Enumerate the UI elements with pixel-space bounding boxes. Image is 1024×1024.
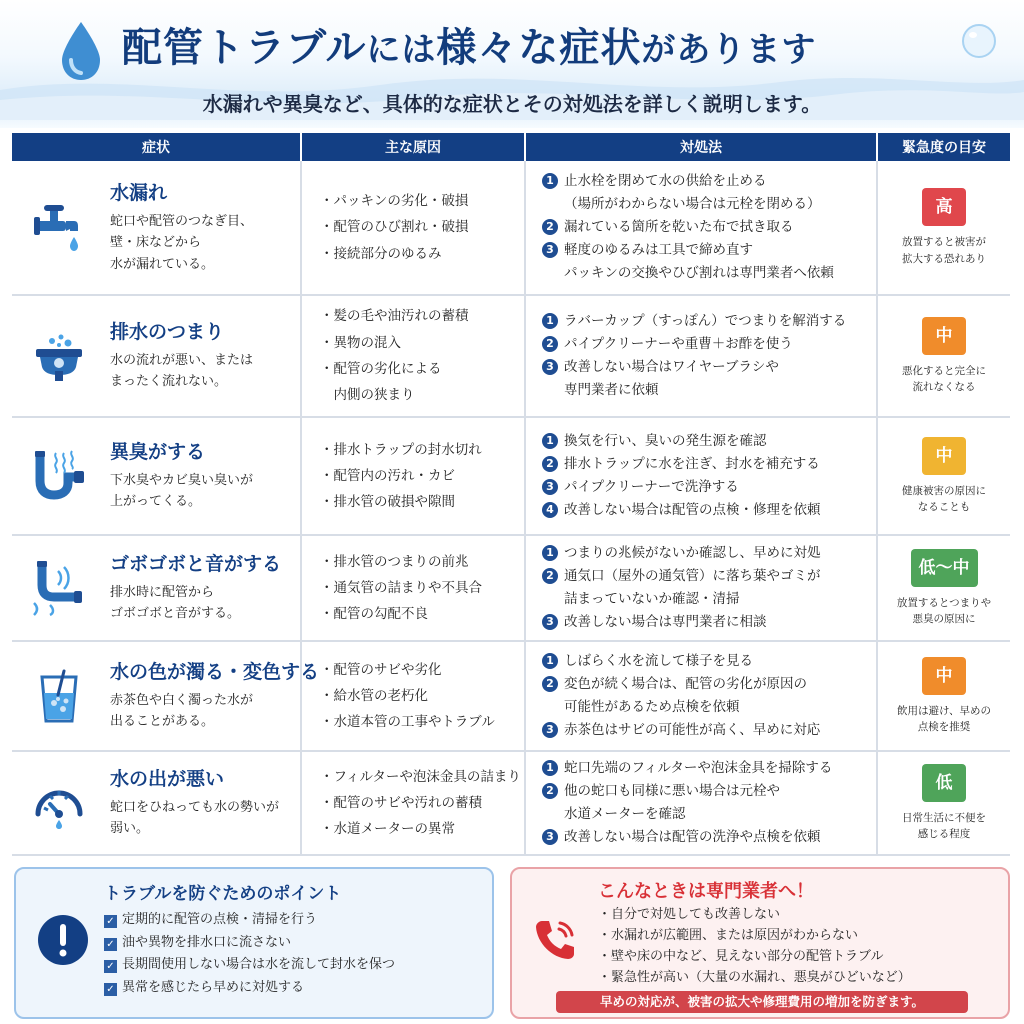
solution-line: つまりの兆候がないか確認し、早めに対処 bbox=[564, 545, 821, 562]
urgency-badge: 低～中 bbox=[911, 549, 978, 587]
cause-item: ・髪の毛や油汚れの蓄積 bbox=[320, 308, 469, 325]
urgency-badge: 低 bbox=[922, 764, 966, 802]
urgency-note-line: 点検を推奨 bbox=[917, 721, 971, 733]
urgency-note bbox=[878, 703, 1010, 736]
solution-line: 軽度のゆるみは工具で締め直す bbox=[564, 241, 753, 258]
step-number-badge: 1 bbox=[542, 545, 558, 561]
cause-item: ・接続部分のゆるみ bbox=[320, 245, 442, 262]
symptom-name: 異臭がする bbox=[110, 441, 206, 464]
solution-cell bbox=[525, 161, 877, 295]
symptom-description-line: 上がってくる。 bbox=[110, 494, 202, 510]
step-number-badge: 2 bbox=[542, 568, 558, 584]
urgency-note-line: 放置すると被害が bbox=[902, 236, 986, 249]
urgency-note bbox=[878, 810, 1010, 843]
check-icon: ✓ bbox=[104, 938, 117, 951]
urgency-note-line: なることも bbox=[917, 501, 971, 513]
solution-line: 水道メーターを確認 bbox=[564, 806, 686, 822]
cause-item: ・水道メーターの異常 bbox=[320, 821, 455, 838]
solution-step bbox=[542, 650, 872, 673]
odor-pipe-icon bbox=[30, 447, 88, 505]
solution-cell bbox=[525, 535, 877, 641]
urgency-badge: 中 bbox=[922, 437, 966, 475]
solution-step bbox=[542, 611, 872, 634]
solution-step bbox=[542, 430, 872, 453]
col-header-urgency: 緊急度の目安 bbox=[877, 133, 1010, 161]
pressure-gauge-icon bbox=[30, 774, 88, 832]
urgency-note bbox=[878, 234, 1010, 267]
solution-line: 改善しない場合は配管の点検・修理を依頼 bbox=[564, 501, 821, 518]
urgency-note-line: 流れなくなる bbox=[912, 381, 976, 393]
symptom-description-line: 赤茶色や白く濁った水が bbox=[110, 692, 254, 708]
step-number-badge: 2 bbox=[542, 456, 558, 472]
symptom-description-line: 出ることがある。 bbox=[110, 714, 215, 730]
urgency-note-line: 感じる程度 bbox=[917, 828, 971, 840]
check-icon: ✓ bbox=[104, 915, 117, 928]
symptom-description-line: 水が漏れている。 bbox=[110, 256, 215, 272]
step-number-badge: 2 bbox=[542, 219, 558, 235]
cause-cell bbox=[301, 295, 525, 417]
step-number-badge: 1 bbox=[542, 433, 558, 449]
cause-item: ・配管のサビや劣化 bbox=[320, 661, 442, 678]
exclamation-icon bbox=[36, 913, 90, 967]
step-number-badge: 1 bbox=[542, 760, 558, 776]
professional-item: ・水漏れが広範囲、または原因がわからない bbox=[598, 928, 859, 943]
faucet-icon bbox=[30, 199, 88, 257]
cause-item: ・配管の劣化による bbox=[320, 361, 442, 377]
step-number-badge: 3 bbox=[542, 829, 558, 845]
cause-item: ・異物の混入 bbox=[320, 334, 401, 351]
bubble-icon bbox=[960, 22, 998, 60]
symptom-cell bbox=[12, 295, 301, 417]
cause-item: ・フィルターや泡沫金具の詰まり bbox=[320, 768, 521, 785]
symptom-cell bbox=[12, 751, 301, 855]
step-number-badge: 1 bbox=[542, 173, 558, 189]
cause-item: ・通気管の詰まりや不具合 bbox=[320, 579, 482, 596]
cause-item: ・給水管の老朽化 bbox=[320, 687, 428, 704]
page-title: 配管トラブルには様々な症状があります bbox=[122, 25, 817, 71]
urgency-note-line: 放置するとつまりや bbox=[896, 596, 992, 609]
solution-step bbox=[542, 216, 872, 239]
symptom-name: 水の色が濁る・変色する bbox=[110, 661, 320, 684]
solution-step bbox=[542, 310, 872, 333]
urgency-note-line: 拡大する恐れあり bbox=[902, 252, 986, 265]
urgency-badge: 高 bbox=[922, 188, 966, 226]
solution-cell bbox=[525, 417, 877, 535]
cause-cell bbox=[301, 161, 525, 295]
solution-step bbox=[542, 719, 872, 742]
drain-clog-icon bbox=[30, 327, 88, 385]
professional-item: ・自分で対処しても改善しない bbox=[598, 907, 781, 922]
solution-line: 改善しない場合は配管の洗浄や点検を依頼 bbox=[564, 828, 821, 845]
symptom-table bbox=[12, 133, 1010, 856]
urgency-cell bbox=[877, 161, 1010, 295]
professional-banner: 早めの対応が、被害の拡大や修理費用の増加を防ぎます。 bbox=[556, 991, 968, 1013]
prevention-box bbox=[14, 867, 494, 1019]
solution-line: 改善しない場合はワイヤーブラシや bbox=[564, 359, 779, 375]
step-number-badge: 1 bbox=[542, 653, 558, 669]
symptom-name: 水の出が悪い bbox=[110, 768, 225, 791]
solution-line: しばらく水を流して様子を見る bbox=[564, 653, 753, 670]
step-number-badge: 2 bbox=[542, 336, 558, 352]
symptom-cell bbox=[12, 417, 301, 535]
cause-item: ・排水管の破損や隙間 bbox=[320, 494, 455, 511]
urgency-note bbox=[878, 363, 1010, 396]
col-header-cause: 主な原因 bbox=[301, 133, 525, 161]
phone-icon bbox=[528, 913, 582, 967]
solution-cell bbox=[525, 751, 877, 855]
header bbox=[0, 0, 1024, 128]
urgency-note-line: 健康被害の原因に bbox=[902, 484, 986, 497]
step-number-badge: 2 bbox=[542, 676, 558, 692]
step-number-badge: 3 bbox=[542, 242, 558, 258]
cause-item: ・配管の勾配不良 bbox=[320, 606, 428, 623]
solution-step bbox=[542, 333, 872, 356]
symptom-cell bbox=[12, 161, 301, 295]
symptom-name: 水漏れ bbox=[110, 182, 168, 205]
symptom-description bbox=[110, 211, 294, 275]
symptom-description-line: まったく流れない。 bbox=[110, 374, 228, 390]
professional-title: こんなときは専門業者へ！ bbox=[598, 881, 814, 902]
step-number-badge: 3 bbox=[542, 614, 558, 630]
step-number-badge: 3 bbox=[542, 722, 558, 738]
prevention-list bbox=[104, 909, 395, 999]
solution-step bbox=[542, 356, 872, 402]
cause-item: 内側の狭まり bbox=[320, 387, 415, 404]
solution-step bbox=[542, 780, 872, 826]
symptom-description bbox=[110, 690, 294, 733]
check-icon: ✓ bbox=[104, 983, 117, 996]
solution-line: パイプクリーナーや重曹＋お酢を使う bbox=[564, 336, 793, 353]
symptom-description-line: 水の流れが悪い、または bbox=[110, 352, 254, 368]
professional-box bbox=[510, 867, 1010, 1019]
solution-line: （場所がわからない場合は元栓を閉める） bbox=[564, 196, 821, 213]
solution-step bbox=[542, 453, 872, 476]
professional-item: ・緊急性が高い（大量の水漏れ、悪臭がひどいなど） bbox=[598, 970, 911, 985]
symptom-description bbox=[110, 470, 294, 513]
step-number-badge: 1 bbox=[542, 313, 558, 329]
solution-cell bbox=[525, 295, 877, 417]
step-number-badge: 4 bbox=[542, 502, 558, 518]
page-subtitle: 水漏れや異臭など、具体的な症状とその対処法を詳しく説明します。 bbox=[202, 92, 822, 116]
solution-line: 排水トラップに水を注ぎ、封水を補充する bbox=[564, 456, 820, 473]
symptom-description-line: ゴボゴボと音がする。 bbox=[110, 606, 241, 622]
symptom-description bbox=[110, 582, 294, 625]
step-number-badge: 2 bbox=[542, 783, 558, 799]
symptom-name: 排水のつまり bbox=[110, 321, 225, 344]
cause-item: ・配管のひび割れ・破損 bbox=[320, 219, 469, 236]
solution-line: 他の蛇口も同様に悪い場合は元栓や bbox=[564, 783, 780, 800]
urgency-badge: 中 bbox=[922, 657, 966, 695]
solution-line: 詰まっていないか確認・清掃 bbox=[564, 591, 740, 607]
urgency-badge: 中 bbox=[922, 317, 966, 355]
urgency-note bbox=[878, 483, 1010, 516]
solution-line: 赤茶色はサビの可能性が高く、早めに対応 bbox=[564, 721, 821, 738]
cause-item: ・配管のサビや汚れの蓄積 bbox=[320, 794, 482, 811]
table-row bbox=[12, 751, 1010, 855]
urgency-note-line: 悪化すると完全に bbox=[902, 364, 986, 377]
solution-line: パッキンの交換やひび割れは専門業者へ依頼 bbox=[564, 264, 834, 281]
urgency-cell bbox=[877, 295, 1010, 417]
gurgle-pipe-icon bbox=[30, 559, 88, 617]
symptom-description-line: 排水時に配管から bbox=[110, 584, 215, 600]
table-row bbox=[12, 295, 1010, 417]
prevention-title: トラブルを防ぐためのポイント bbox=[104, 884, 342, 904]
urgency-note-line: 悪臭の原因に bbox=[912, 613, 976, 625]
symptom-description-line: 弱い。 bbox=[110, 821, 150, 837]
cause-item: ・排水トラップの封水切れ bbox=[320, 441, 482, 458]
solution-step bbox=[542, 673, 872, 719]
urgency-cell bbox=[877, 751, 1010, 855]
solution-step bbox=[542, 757, 872, 780]
cause-item: ・配管内の汚れ・カビ bbox=[320, 467, 455, 484]
professional-item: ・壁や床の中など、見えない部分の配管トラブル bbox=[598, 949, 884, 964]
check-icon: ✓ bbox=[104, 960, 117, 973]
solution-line: 蛇口先端のフィルターや泡沫金具を掃除する bbox=[564, 760, 833, 777]
solution-line: ラバーカップ（すっぽん）でつまりを解消する bbox=[564, 313, 847, 330]
solution-line: 換気を行い、臭いの発生源を確認 bbox=[564, 433, 767, 450]
urgency-cell bbox=[877, 535, 1010, 641]
table-header-row bbox=[12, 133, 1010, 161]
solution-cell bbox=[525, 641, 877, 751]
symptom-description-line: 壁・床などから bbox=[110, 235, 202, 251]
symptom-cell bbox=[12, 641, 320, 751]
water-drop-icon bbox=[58, 20, 104, 82]
urgency-note bbox=[878, 595, 1010, 628]
solution-step bbox=[542, 499, 872, 522]
table-row bbox=[12, 417, 1010, 535]
cause-item: ・水道本管の工事やトラブル bbox=[320, 714, 495, 731]
cause-cell bbox=[301, 535, 525, 641]
prevention-item: ✓ 油や異物を排水口に流さない bbox=[104, 932, 395, 955]
symptom-description-line: 蛇口をひねっても水の勢いが bbox=[110, 799, 280, 815]
urgency-cell bbox=[877, 417, 1010, 535]
symptom-description-line: 下水臭やカビ臭い臭いが bbox=[110, 472, 254, 488]
solution-step bbox=[542, 826, 872, 849]
urgency-note-line: 日常生活に不便を bbox=[902, 811, 986, 824]
step-number-badge: 3 bbox=[542, 359, 558, 375]
cause-cell bbox=[301, 641, 525, 751]
solution-step bbox=[542, 542, 872, 565]
solution-step bbox=[542, 476, 872, 499]
solution-line: パイプクリーナーで洗浄する bbox=[564, 479, 739, 495]
solution-line: 改善しない場合は専門業者に相談 bbox=[564, 613, 767, 630]
symptom-description-line: 蛇口や配管のつなぎ目、 bbox=[110, 213, 254, 229]
col-header-solution: 対処法 bbox=[525, 133, 877, 161]
solution-line: 専門業者に依頼 bbox=[564, 381, 659, 398]
cloudy-water-glass-icon bbox=[30, 667, 88, 725]
prevention-item: ✓ 長期間使用しない場合は水を流して封水を保つ bbox=[104, 954, 395, 977]
solution-line: 漏れている箇所を乾いた布で拭き取る bbox=[564, 219, 794, 236]
col-header-symptom: 症状 bbox=[12, 133, 301, 161]
symptom-description bbox=[110, 350, 294, 393]
symptom-cell bbox=[12, 535, 301, 641]
prevention-item: ✓ 定期的に配管の点検・清掃を行う bbox=[104, 909, 395, 932]
symptom-description bbox=[110, 797, 294, 840]
cause-item: ・排水管のつまりの前兆 bbox=[320, 553, 469, 570]
prevention-item: ✓ 異常を感じたら早めに対処する bbox=[104, 977, 395, 1000]
solution-line: 可能性があるため点検を依頼 bbox=[564, 699, 740, 715]
solution-step bbox=[542, 565, 872, 611]
urgency-note-line: 飲用は避け、早めの bbox=[896, 704, 992, 717]
symptom-name: ゴボゴボと音がする bbox=[110, 553, 282, 576]
solution-step bbox=[542, 239, 872, 285]
table-row bbox=[12, 161, 1010, 295]
cause-cell bbox=[301, 751, 525, 855]
cause-cell bbox=[301, 417, 525, 535]
solution-step bbox=[542, 170, 872, 216]
table-row bbox=[12, 535, 1010, 641]
step-number-badge: 3 bbox=[542, 479, 558, 495]
solution-line: 通気口（屋外の通気管）に落ち葉やゴミが bbox=[564, 568, 821, 585]
table-row bbox=[12, 641, 1010, 751]
urgency-cell bbox=[877, 641, 1010, 751]
solution-line: 止水栓を閉めて水の供給を止める bbox=[564, 173, 767, 190]
solution-line: 変色が続く場合は、配管の劣化が原因の bbox=[564, 676, 807, 693]
professional-list bbox=[598, 904, 911, 988]
cause-item: ・パッキンの劣化・破損 bbox=[320, 193, 469, 210]
